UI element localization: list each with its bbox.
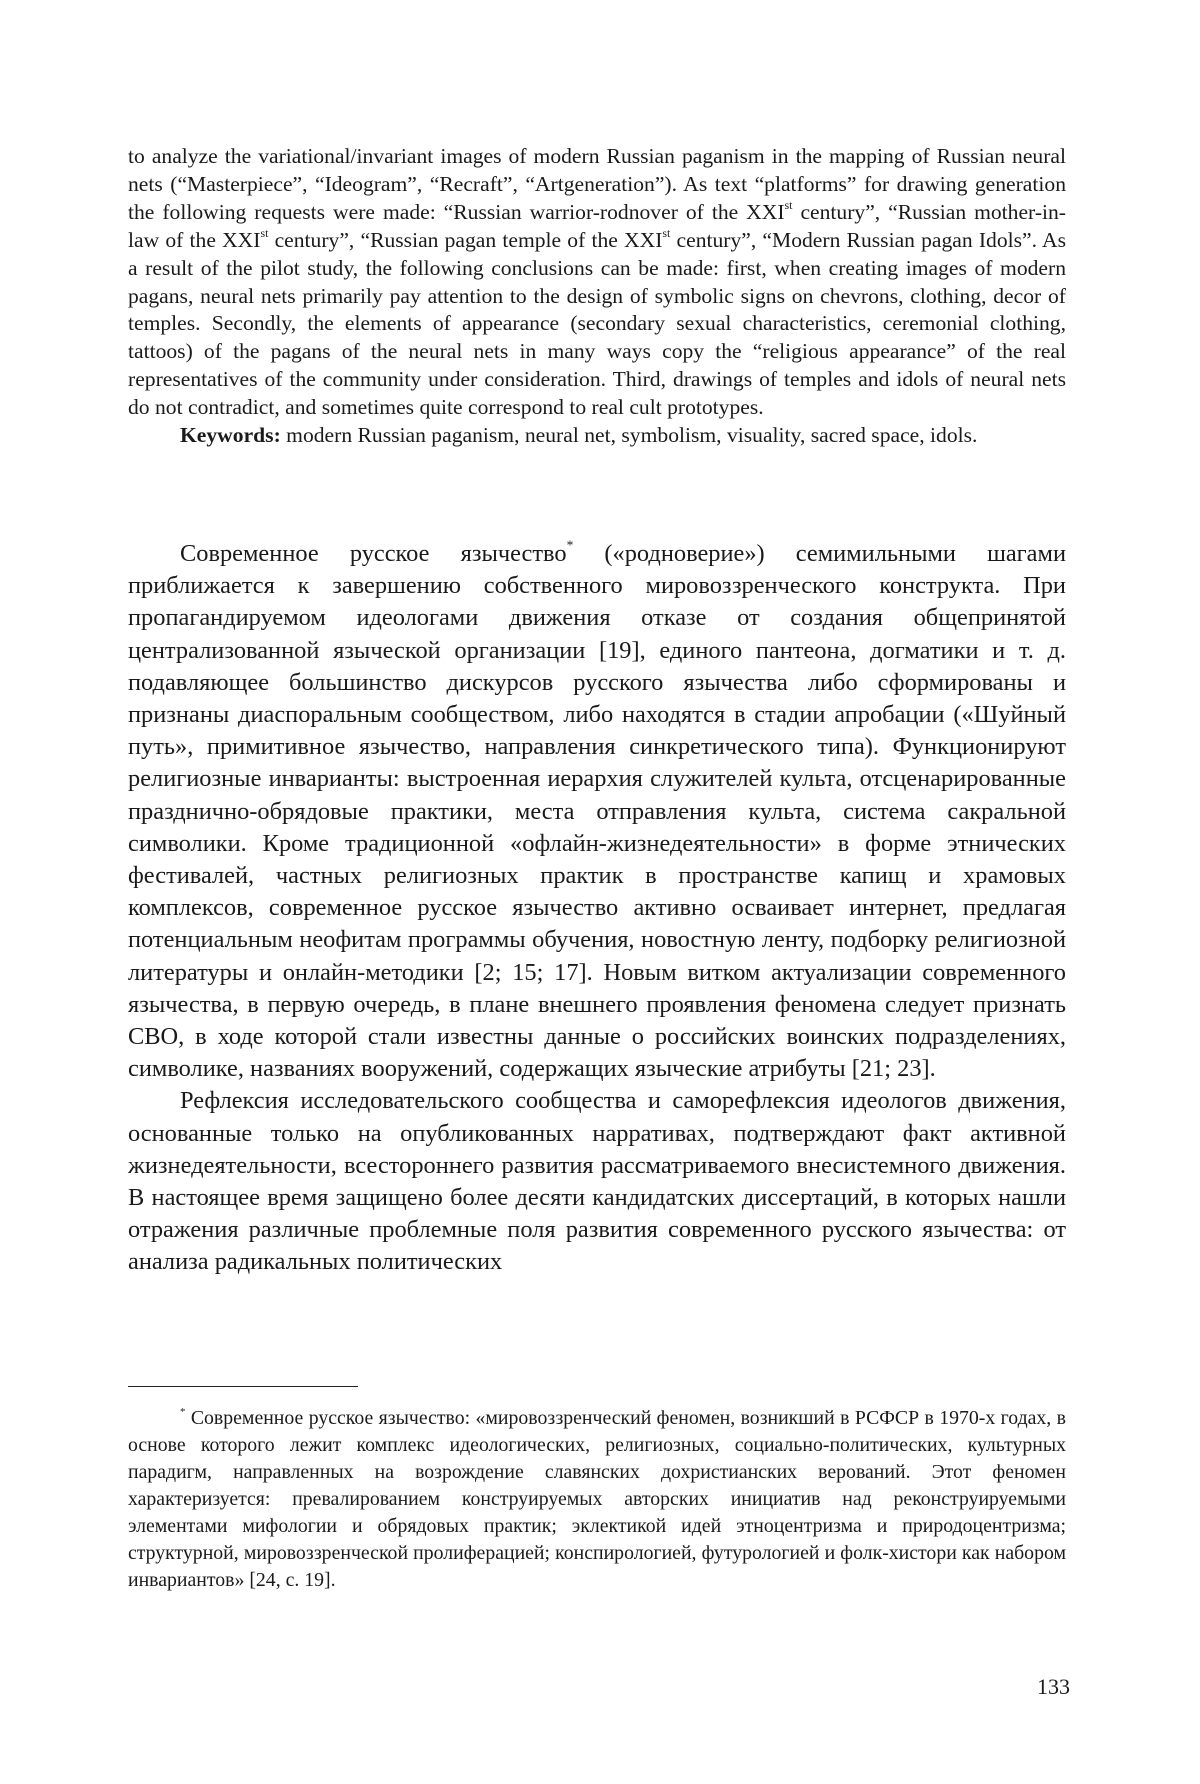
document-page	[0, 0, 1200, 1784]
abstract-text: century”, “Russian mother-in-law of the XXI	[128, 200, 1066, 252]
abstract-text: century”, “Russian pagan temple of the XXI	[268, 228, 662, 252]
abstract-text: century”, “Modern Russian pagan Idols”. As a result of the pilot study, the following conclusions can be made: first, when creating images of modern pagans, neural nets primarily pay attention to the design of symbolic signs on chevrons, clothing, decor of temples. Secondly, the elements of appearance (secondary sexual characteristics, ceremonial clothing, tattoos) of the pagans of the neural nets in many ways copy the “religious appearance” of the real representatives of the community under consideration. Third, drawings of temples and idols of neural nets do not contradict, and sometimes quite correspond to real cult prototypes.	[128, 228, 1066, 419]
keywords-label: Keywords:	[180, 423, 281, 447]
paragraph-1-start: Современное русское язычество	[180, 540, 567, 567]
abstract-block	[128, 143, 1066, 450]
footnote-paragraph	[128, 1405, 1066, 1594]
footnote-mark: *	[180, 1406, 185, 1418]
paragraph-1-rest: («родноверие») семимильными шагами приближается к завершению собственного мировоззренческого конструкта. При пропагандируемом идеологами движения отказе от создания общепринятой централизованной языческой организации [19], единого пантеона, догматики и т. д. подавляющее большинство дискурсов русского язычества либо сформированы и признаны диаспоральным сообществом, либо находятся в стадии апробации («Шуйный путь», примитивное язычество, направления синкретического типа). Функционируют религиозные инварианты: выстроенная иерархия служителей культа, отсценарированные празднично-обрядовые практики, места отправления культа, система сакральной символики. Кроме традиционной «офлайн-жизнедеятельности» в форме этнических фестивалей, частных религиозных практик в пространстве капищ и храмовых комплексов, современное русское язычество активно осваивает интернет, предлагая потенциальным неофитам программы обучения, новостную ленту, подборку религиозной литературы и онлайн-методики [2; 15; 17]. Новым витком актуализации современного язычества, в первую очередь, в плане внешнего проявления феномена следует признать СВО, в ходе которой стали известны данные о российских воинских подразделениях, символике, названиях вооружений, содержащих языческие атрибуты [21; 23].	[128, 540, 1066, 1082]
footnote-text: Современное русское язычество: «мировоззренческий феномен, возникший в РСФСР в 1970-х годах, в основе которого лежит комплекс идеологических, религиозных, социально-политических, культурных парадигм, направленных на возрождение славянских дохристианских верований. Этот феномен характеризуется: превалированием конструируемых авторских инициатив над реконструируемыми элементами мифологии и обрядовых практик; эклектикой идей этноцентризма и природоцентризма; структурной, мировоззренческой пролиферацией; конспирологией, футурологией и фолк-хистори как набором инвариантов» [24, с. 19].	[128, 1407, 1066, 1591]
keywords-paragraph	[128, 422, 1066, 450]
body-paragraph-1	[128, 538, 1066, 1085]
abstract-paragraph	[128, 143, 1066, 422]
keywords-text: modern Russian paganism, neural net, symbolism, visuality, sacred space, idols.	[281, 423, 978, 447]
body-paragraph-2: Рефлексия исследовательского сообщества и саморефлексия идеологов движения, основанные только на опубликованных нарративах, подтверждают факт активной жизнедеятельности, всестороннего развития рассматриваемого внесистемного движения. В настоящее время защищено более десяти кандидатских диссертаций, в которых нашли отражения различные проблемные поля развития современного русского язычества: от анализа радикальных политических	[128, 1085, 1066, 1278]
abstract-text: to analyze the variational/invariant images of modern Russian paganism in the mapping of Russian neural nets (“Masterpiece”, “Ideogram”, “Recraft”, “Artgeneration”). As text “platforms” for drawing generation the following requests were made: “Russian warrior-rodnover of the XXI	[128, 144, 1066, 224]
superscript-st: st	[662, 226, 670, 240]
footnote	[128, 1405, 1066, 1594]
main-text	[128, 538, 1066, 1279]
footnote-divider	[128, 1386, 358, 1387]
superscript-st: st	[260, 226, 268, 240]
footnote-reference-mark: *	[567, 538, 574, 553]
superscript-st: st	[785, 198, 793, 212]
page-number: 133	[1037, 1674, 1070, 1700]
